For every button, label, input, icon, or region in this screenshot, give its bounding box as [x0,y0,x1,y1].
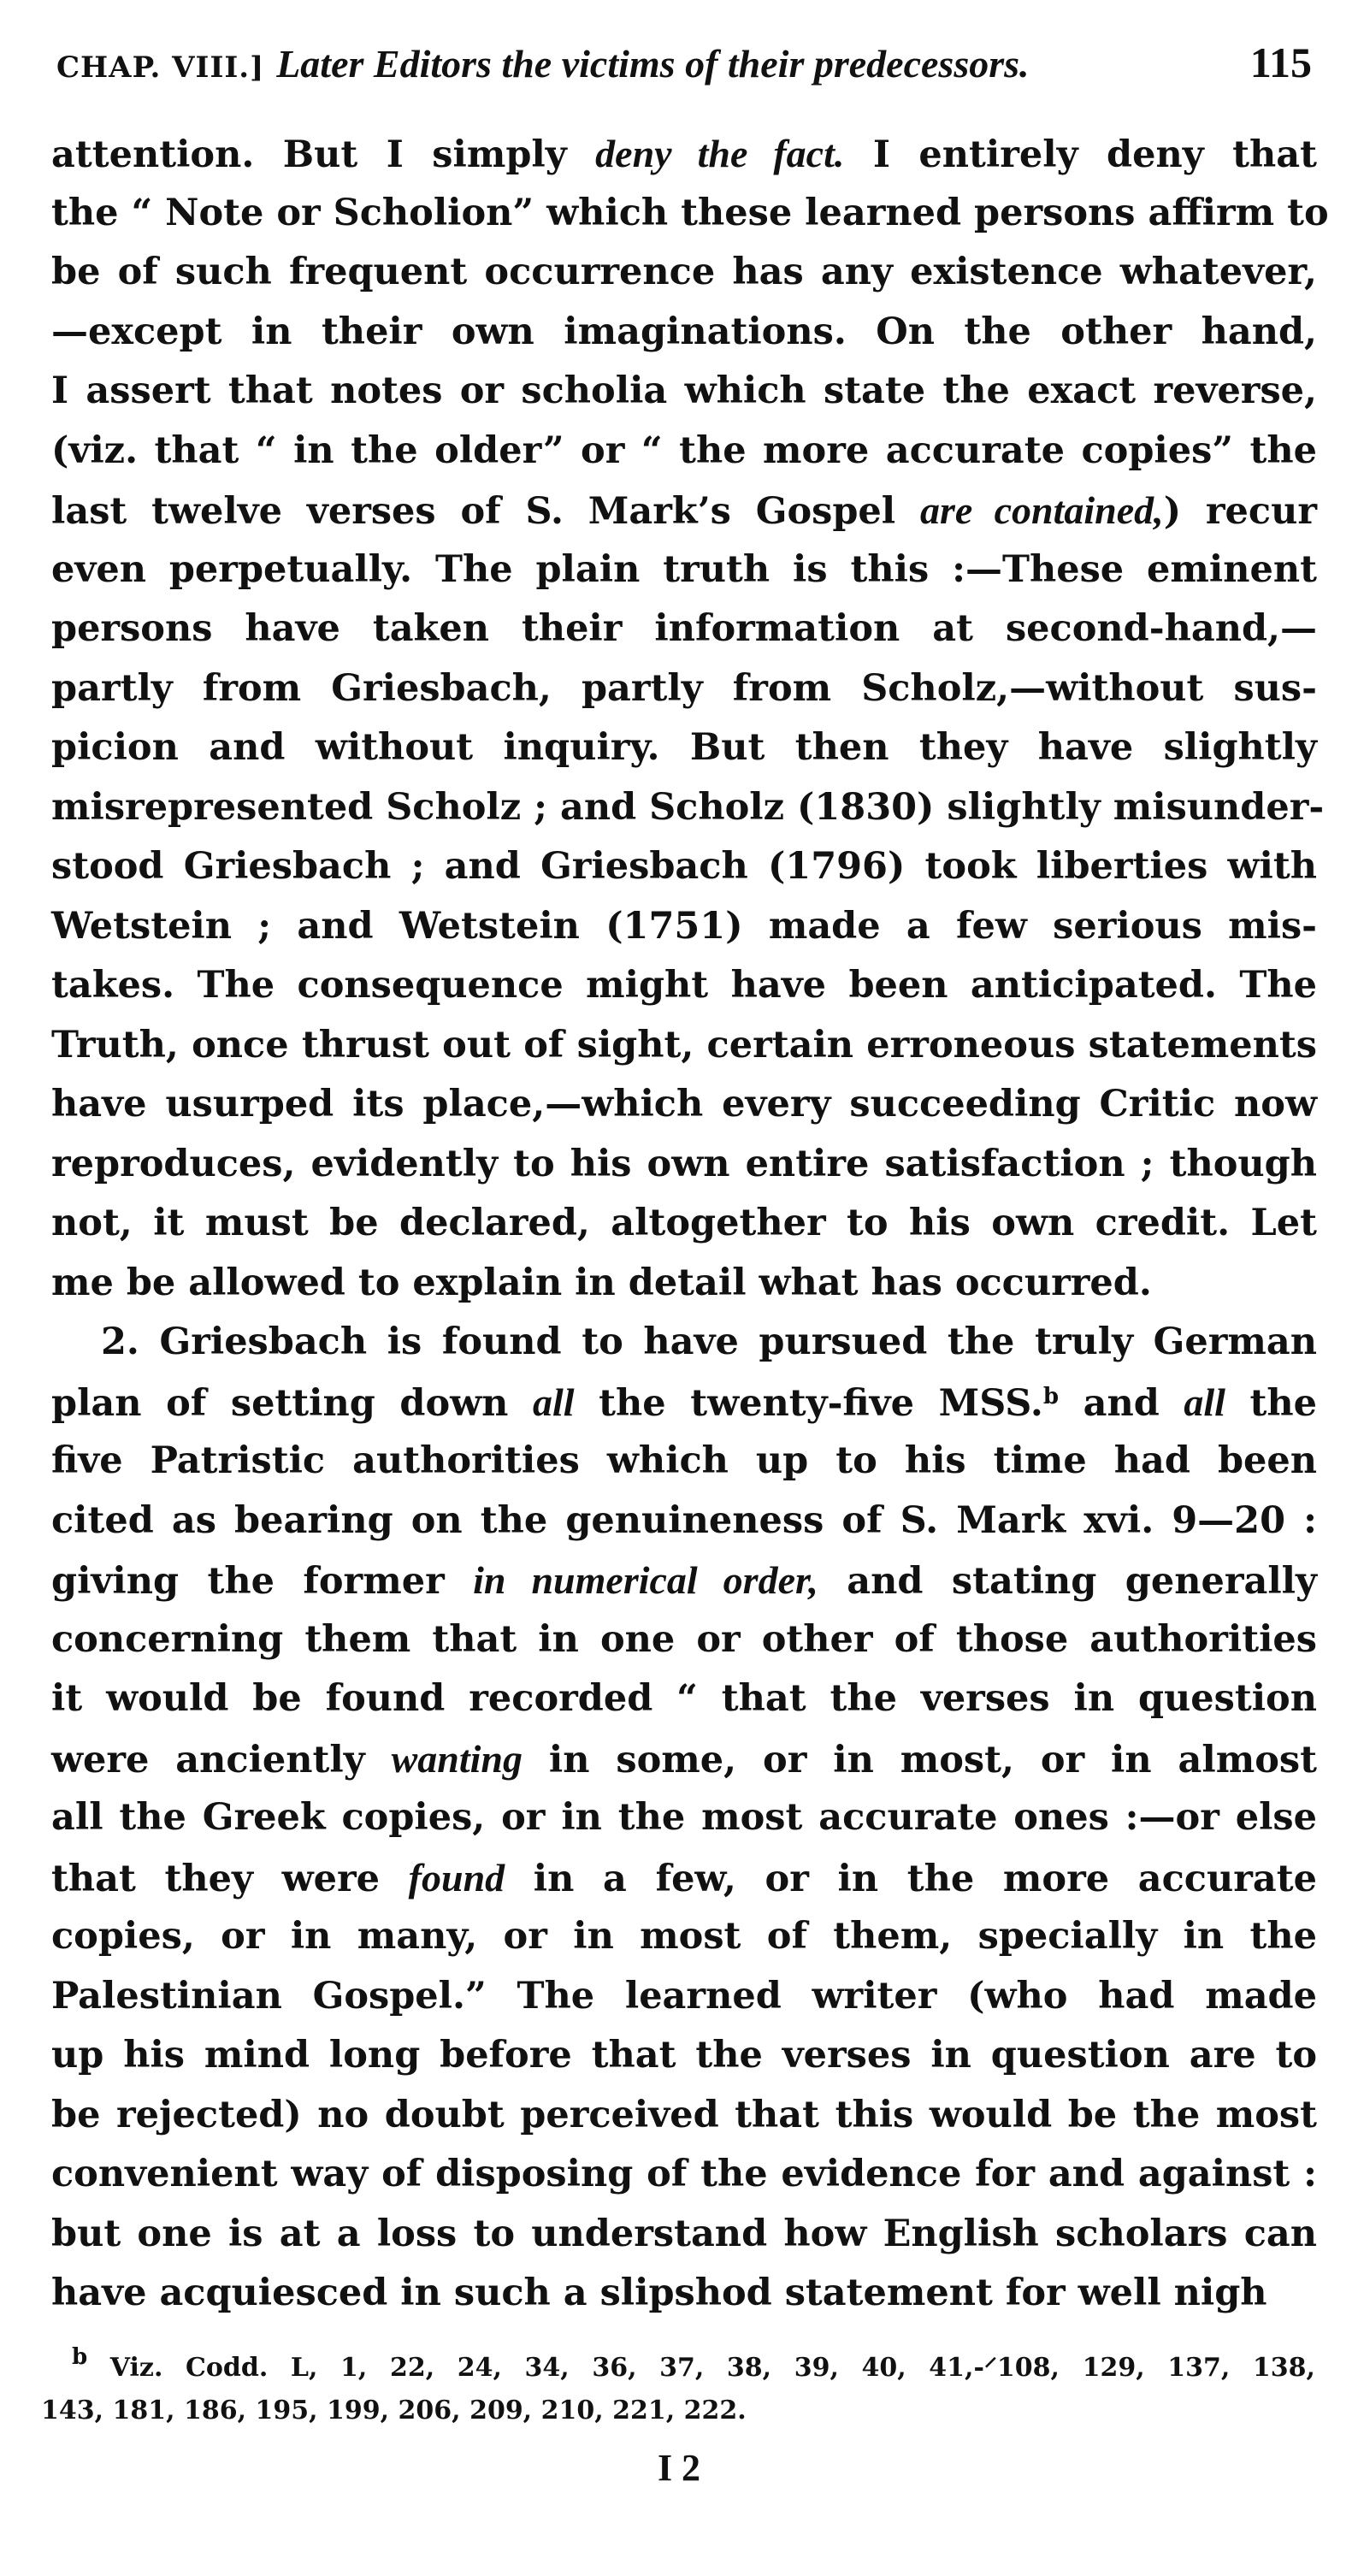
text-line [51,1967,1317,2027]
text-segment: Wetstein ; and Wetstein (1751) made a few serious mis- [51,904,1317,948]
text-line [51,1432,1317,1492]
text-segment: 143, 181, 186, 195, 199, 206, 209, 210, 221, 222. [41,2396,747,2425]
text-segment: have acquiesced in such a slipshod statement for well nigh [51,2272,1267,2314]
text-segment: were anciently [51,1738,392,1781]
text-segment: be rejected) no doubt perceived that this would be the most [51,2093,1317,2136]
text-line [51,1848,1317,1908]
italic-text: all [533,1380,575,1424]
text-segment: I assert that notes or scholia which state the exact reverse, [51,369,1317,412]
text-segment: in some, or in most, or in almost [523,1738,1317,1781]
text-segment: cited as bearing on the genuineness of S. Mark xvi. 9—20 : [51,1498,1317,1542]
text-line [51,124,1317,184]
text-segment: picion and without inquiry. But then they have slightly [51,726,1317,769]
paragraph [51,1313,1317,2324]
page-number: 115 [1249,38,1312,86]
italic-text: deny the fact. [595,132,845,175]
text-line [51,2026,1317,2086]
text-line [51,1551,1317,1610]
italic-text: all [1184,1380,1225,1424]
text-segment: persons have taken their information at second-hand,— [51,607,1317,650]
text-segment: be of such frequent occurrence has any existence whatever, [51,251,1317,293]
text-line [51,778,1325,838]
text-segment: Viz. Codd. L, 1, 22, 24, 34, 36, 37, 38, 39, 40, 41,-⸍108, 129, 137, 138, [87,2353,1315,2383]
text-segment: concerning them that in one or other of those authorities [51,1617,1317,1661]
text-segment: I entirely deny that [844,133,1318,176]
text-line [51,1788,1317,1848]
text-segment: me be allowed to explain in detail what has occurred. [51,1261,1152,1304]
text-line [51,1492,1317,1551]
text-line [51,659,1317,719]
text-segment: attention. But I simply [51,133,596,176]
text-line [51,2205,1317,2265]
text-segment: all the Greek copies, or in the most accurate ones :—or else [51,1796,1317,1839]
text-line [51,2086,1317,2146]
text-line [51,1075,1317,1135]
text-line [51,1373,1317,1433]
text-line [51,1254,1317,1314]
body-text [51,124,1329,2324]
text-segment: it would be found recorded “ that the verses in question [51,1677,1317,1720]
text-line [51,243,1317,303]
text-segment: that they were [51,1857,409,1900]
text-segment: partly from Griesbach, partly from Scholz,—without sus- [51,666,1317,710]
text-line [51,718,1317,778]
text-segment: last twelve verses of S. Mark’s Gospel [51,490,920,533]
text-segment: have usurped its place,—which every succeeding Critic now [51,1083,1317,1126]
text-line [51,1669,1317,1729]
text-segment: up his mind long before that the verses in question are to [51,2034,1317,2077]
text-segment: 2. Griesbach is found to have pursued the truly German [101,1320,1317,1363]
text-line [51,837,1317,897]
signature-mark: I 2 [657,2447,701,2489]
running-header [56,38,1312,106]
text-line [51,1907,1317,1967]
text-segment: giving the former [51,1560,474,1603]
text-line [41,2390,1315,2432]
running-title: Later Editors the victims of their predecessors. [276,42,1030,86]
text-line [51,362,1317,422]
text-line [51,422,1317,482]
text-line [51,1729,1317,1789]
italic-text: wanting [391,1736,523,1781]
text-segment: stood Griesbach ; and Griesbach (1796) took liberties with [51,845,1317,888]
text-line [41,2344,1315,2390]
text-segment: in a few, or in the more accurate [505,1857,1317,1900]
text-line [51,1016,1317,1076]
text-line [51,956,1317,1016]
text-segment: Truth, once thrust out of sight, certain erroneous statements [51,1023,1317,1066]
text-line [51,481,1317,541]
text-line [51,303,1317,363]
text-line [51,184,1329,244]
text-segment: five Patristic authorities which up to his time had been [51,1439,1317,1482]
text-segment: convenient way of disposing of the evidence for and against : [51,2153,1317,2195]
italic-text: are contained, [919,488,1164,532]
italic-text: found [408,1855,505,1900]
text-segment: the twenty-five MSS. [574,1381,1043,1425]
footnote [41,2344,1315,2432]
text-line [51,541,1317,600]
footnote-marker: b [1042,1383,1059,1409]
text-segment: the [1225,1381,1317,1425]
paragraph [51,124,1329,1313]
text-segment: the “ Note or Scholion” which these learned persons affirm to [51,191,1329,234]
footnote-marker: b [72,2344,88,2370]
text-segment: and stating generally [818,1560,1317,1603]
text-segment: not, it must be declared, altogether to his own credit. Let [51,1202,1317,1244]
text-segment: but one is at a loss to understand how English scholars can [51,2212,1317,2255]
text-line [51,897,1317,957]
chapter-label: CHAP. VIII.] [56,50,265,85]
text-line [51,1194,1317,1254]
text-segment: copies, or in many, or in most of them, specially in the [51,1915,1317,1958]
text-segment: even perpetually. The plain truth is this :—These eminent [51,547,1317,591]
text-line [51,1313,1317,1373]
text-segment: plan of setting down [51,1381,534,1425]
text-segment: reproduces, evidently to his own entire satisfaction ; though [51,1142,1317,1185]
italic-text: in numerical order, [473,1558,818,1602]
text-segment: Palestinian Gospel.” The learned writer (who had made [51,1974,1317,2018]
text-segment: (viz. that “ in the older” or “ the more accurate copies” the [51,428,1317,472]
text-segment: takes. The consequence might have been anticipated. The [51,964,1317,1007]
text-segment: and [1059,1381,1184,1425]
text-segment: ) recur [1163,490,1317,533]
text-line [51,2264,1317,2324]
text-line [51,1135,1317,1195]
text-line [51,1610,1317,1670]
text-segment: —except in their own imaginations. On the other hand, [51,310,1317,353]
text-line [51,2145,1317,2205]
text-segment: misrepresented Scholz ; and Scholz (1830) slightly misunder- [51,785,1325,829]
text-line [51,600,1317,659]
